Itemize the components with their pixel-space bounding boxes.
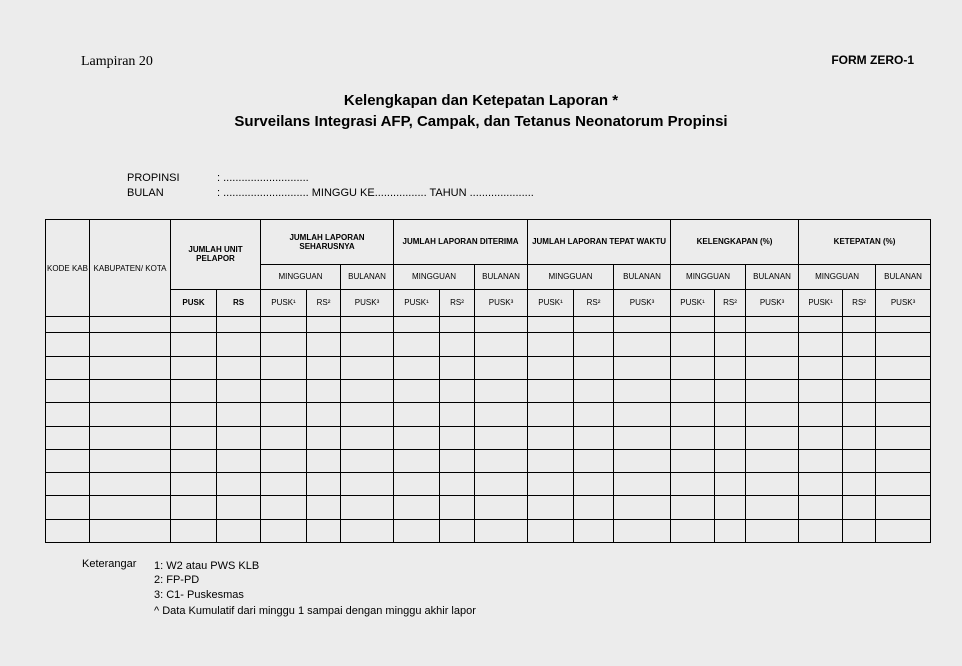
header-seharusnya: JUMLAH LAPORAN SEHARUSNYA xyxy=(261,220,394,265)
table-cell xyxy=(843,403,876,426)
table-cell xyxy=(876,379,931,402)
table-cell xyxy=(171,496,217,519)
header-unit-pelapor: JUMLAH UNIT PELAPOR xyxy=(171,220,261,290)
table-cell xyxy=(574,379,614,402)
seharusnya-pusk: PUSK¹ xyxy=(261,289,307,316)
report-table xyxy=(45,219,931,543)
table-cell xyxy=(46,496,90,519)
table-row xyxy=(46,379,931,402)
table-cell xyxy=(574,426,614,449)
table-cell xyxy=(475,379,528,402)
header-kelengkapan: KELENGKAPAN (%) xyxy=(671,220,799,265)
table-cell xyxy=(171,473,217,496)
header-kode-kab: KODE KAB xyxy=(46,220,90,317)
table-cell xyxy=(217,519,261,542)
kelengkapan-pusk-bulanan: PUSK³ xyxy=(746,289,799,316)
table-cell xyxy=(528,496,574,519)
table-cell xyxy=(799,449,843,472)
table-cell xyxy=(843,519,876,542)
table-cell xyxy=(614,379,671,402)
table-cell xyxy=(307,317,341,333)
table-cell xyxy=(574,403,614,426)
table-cell xyxy=(341,317,394,333)
table-cell xyxy=(746,519,799,542)
diterima-rs: RS² xyxy=(440,289,475,316)
kelengkapan-pusk: PUSK¹ xyxy=(671,289,715,316)
table-cell xyxy=(394,449,440,472)
table-cell xyxy=(171,449,217,472)
table-cell xyxy=(876,473,931,496)
table-row xyxy=(46,333,931,356)
table-cell xyxy=(876,317,931,333)
table-cell xyxy=(440,379,475,402)
table-cell xyxy=(746,426,799,449)
table-cell xyxy=(307,403,341,426)
table-cell xyxy=(261,473,307,496)
bulanan-ketepatan: BULANAN xyxy=(876,264,931,289)
kelengkapan-rs: RS² xyxy=(715,289,746,316)
unit-rs: RS xyxy=(217,289,261,316)
table-cell xyxy=(614,496,671,519)
table-cell xyxy=(394,426,440,449)
ketepatan-pusk: PUSK¹ xyxy=(799,289,843,316)
table-cell xyxy=(843,379,876,402)
table-cell xyxy=(843,317,876,333)
tepat-pusk-bulanan: PUSK³ xyxy=(614,289,671,316)
table-cell xyxy=(90,333,171,356)
mingguan-tepat: MINGGUAN xyxy=(528,264,614,289)
table-cell xyxy=(217,426,261,449)
table-cell xyxy=(528,379,574,402)
table-cell xyxy=(746,317,799,333)
table-cell xyxy=(614,403,671,426)
table-cell xyxy=(90,317,171,333)
table-cell xyxy=(90,519,171,542)
table-cell xyxy=(843,333,876,356)
table-cell xyxy=(574,356,614,379)
table-cell xyxy=(614,473,671,496)
table-cell xyxy=(341,333,394,356)
table-cell xyxy=(799,473,843,496)
table-row xyxy=(46,426,931,449)
table-cell xyxy=(307,519,341,542)
table-cell xyxy=(307,426,341,449)
table-cell xyxy=(574,449,614,472)
table-cell xyxy=(440,426,475,449)
table-cell xyxy=(46,403,90,426)
table-cell xyxy=(261,333,307,356)
table-cell xyxy=(799,317,843,333)
table-cell xyxy=(394,519,440,542)
table-cell xyxy=(171,317,217,333)
table-cell xyxy=(261,379,307,402)
header-ketepatan: KETEPATAN (%) xyxy=(799,220,931,265)
table-cell xyxy=(671,426,715,449)
title-line1: Kelengkapan dan Ketepatan Laporan * xyxy=(343,92,619,109)
table-cell xyxy=(475,519,528,542)
table-cell xyxy=(614,426,671,449)
form-code: FORM ZERO-1 xyxy=(831,53,914,67)
seharusnya-rs: RS² xyxy=(307,289,341,316)
table-cell xyxy=(715,426,746,449)
table-cell xyxy=(261,426,307,449)
lampiran-label: Lampiran 20 xyxy=(81,54,153,69)
table-cell xyxy=(341,356,394,379)
table-cell xyxy=(341,473,394,496)
table-cell xyxy=(217,379,261,402)
table-cell xyxy=(799,426,843,449)
table-cell xyxy=(843,496,876,519)
seharusnya-pusk-bulanan: PUSK³ xyxy=(341,289,394,316)
table-cell xyxy=(528,426,574,449)
table-cell xyxy=(46,426,90,449)
table-cell xyxy=(671,317,715,333)
diterima-pusk: PUSK¹ xyxy=(394,289,440,316)
table-cell xyxy=(440,356,475,379)
table-cell xyxy=(671,519,715,542)
propinsi-label: PROPINSI xyxy=(127,172,180,184)
table-cell xyxy=(528,333,574,356)
table-cell xyxy=(528,317,574,333)
table-cell xyxy=(876,496,931,519)
table-cell xyxy=(475,317,528,333)
table-cell xyxy=(46,519,90,542)
table-cell xyxy=(440,333,475,356)
table-cell xyxy=(90,449,171,472)
table-cell xyxy=(799,379,843,402)
table-cell xyxy=(217,473,261,496)
table-cell xyxy=(528,356,574,379)
table-cell xyxy=(876,333,931,356)
table-cell xyxy=(171,356,217,379)
table-cell xyxy=(876,403,931,426)
table-cell xyxy=(843,426,876,449)
table-cell xyxy=(574,519,614,542)
table-cell xyxy=(307,449,341,472)
table-cell xyxy=(46,317,90,333)
table-cell xyxy=(614,333,671,356)
table-cell xyxy=(746,473,799,496)
table-cell xyxy=(715,403,746,426)
table-cell xyxy=(671,473,715,496)
mingguan-ketepatan: MINGGUAN xyxy=(799,264,876,289)
propinsi-value: : ............................ xyxy=(217,172,309,184)
table-cell xyxy=(671,356,715,379)
table-cell xyxy=(799,333,843,356)
mingguan-seharusnya: MINGGUAN xyxy=(261,264,341,289)
table-cell xyxy=(394,333,440,356)
table-cell xyxy=(528,449,574,472)
table-row xyxy=(46,473,931,496)
table-cell xyxy=(171,426,217,449)
header-tepat-waktu: JUMLAH LAPORAN TEPAT WAKTU xyxy=(528,220,671,265)
mingguan-diterima: MINGGUAN xyxy=(394,264,475,289)
table-cell xyxy=(341,403,394,426)
table-cell xyxy=(475,449,528,472)
bulan-label: BULAN xyxy=(127,187,164,199)
table-cell xyxy=(475,356,528,379)
diterima-pusk-bulanan: PUSK³ xyxy=(475,289,528,316)
table-cell xyxy=(171,379,217,402)
keterangan-label: Keterangar xyxy=(82,558,137,570)
table-cell xyxy=(671,333,715,356)
table-cell xyxy=(307,473,341,496)
table-cell xyxy=(876,356,931,379)
table-cell xyxy=(574,496,614,519)
table-row xyxy=(46,519,931,542)
header-diterima: JUMLAH LAPORAN DITERIMA xyxy=(394,220,528,265)
keterangan-item-2: 2: FP-PD xyxy=(154,574,200,586)
ketepatan-rs: RS² xyxy=(843,289,876,316)
table-cell xyxy=(746,333,799,356)
table-cell xyxy=(261,449,307,472)
bulanan-seharusnya: BULANAN xyxy=(341,264,394,289)
bulanan-diterima: BULANAN xyxy=(475,264,528,289)
table-cell xyxy=(46,379,90,402)
table-cell xyxy=(217,449,261,472)
table-cell xyxy=(217,496,261,519)
table-cell xyxy=(394,473,440,496)
table-cell xyxy=(799,519,843,542)
table-cell xyxy=(217,333,261,356)
table-cell xyxy=(876,519,931,542)
table-cell xyxy=(341,449,394,472)
table-cell xyxy=(715,519,746,542)
table-cell xyxy=(307,379,341,402)
table-cell xyxy=(746,356,799,379)
table-cell xyxy=(715,333,746,356)
table-cell xyxy=(90,403,171,426)
ketepatan-pusk-bulanan: PUSK³ xyxy=(876,289,931,316)
table-cell xyxy=(440,317,475,333)
table-cell xyxy=(394,356,440,379)
mingguan-kelengkapan: MINGGUAN xyxy=(671,264,746,289)
bulanan-kelengkapan: BULANAN xyxy=(746,264,799,289)
table-cell xyxy=(671,496,715,519)
table-body xyxy=(46,317,931,543)
table-row xyxy=(46,449,931,472)
table-cell xyxy=(46,449,90,472)
table-cell xyxy=(261,317,307,333)
table-cell xyxy=(440,496,475,519)
title-line2: Surveilans Integrasi AFP, Campak, dan Tetanus Neonatorum Propinsi xyxy=(234,113,728,130)
table-cell xyxy=(440,449,475,472)
table-cell xyxy=(671,449,715,472)
table-cell xyxy=(574,333,614,356)
table-cell xyxy=(574,473,614,496)
table-cell xyxy=(746,403,799,426)
table-cell xyxy=(671,379,715,402)
table-cell xyxy=(90,356,171,379)
table-cell xyxy=(171,333,217,356)
table-cell xyxy=(475,473,528,496)
unit-pusk: PUSK xyxy=(171,289,217,316)
table-cell xyxy=(46,473,90,496)
table-cell xyxy=(440,473,475,496)
table-cell xyxy=(799,356,843,379)
table-cell xyxy=(341,426,394,449)
table-cell xyxy=(261,519,307,542)
table-cell xyxy=(217,317,261,333)
table-row xyxy=(46,496,931,519)
table-cell xyxy=(307,333,341,356)
table-cell xyxy=(746,379,799,402)
table-cell xyxy=(614,317,671,333)
tepat-rs: RS² xyxy=(574,289,614,316)
table-cell xyxy=(90,496,171,519)
table-cell xyxy=(475,426,528,449)
table-cell xyxy=(843,356,876,379)
table-cell xyxy=(475,333,528,356)
table-row xyxy=(46,403,931,426)
table-cell xyxy=(746,449,799,472)
table-cell xyxy=(46,333,90,356)
table-cell xyxy=(90,379,171,402)
tepat-pusk: PUSK¹ xyxy=(528,289,574,316)
table-cell xyxy=(715,356,746,379)
table-cell xyxy=(715,473,746,496)
table-cell xyxy=(341,519,394,542)
table-cell xyxy=(715,449,746,472)
table-cell xyxy=(394,496,440,519)
table-cell xyxy=(307,496,341,519)
table-cell xyxy=(90,473,171,496)
table-cell xyxy=(614,356,671,379)
table-cell xyxy=(876,426,931,449)
table-cell xyxy=(715,379,746,402)
table-cell xyxy=(307,356,341,379)
table-cell xyxy=(261,496,307,519)
table-row xyxy=(46,356,931,379)
table-cell xyxy=(261,356,307,379)
table-cell xyxy=(528,473,574,496)
bulanan-tepat: BULANAN xyxy=(614,264,671,289)
table-cell xyxy=(440,403,475,426)
table-cell xyxy=(90,426,171,449)
table-cell xyxy=(843,449,876,472)
keterangan-item-4: ^ Data Kumulatif dari minggu 1 sampai dengan minggu akhir lapor xyxy=(154,605,476,617)
table-cell xyxy=(799,496,843,519)
table-cell xyxy=(843,473,876,496)
table-cell xyxy=(217,403,261,426)
table-cell xyxy=(394,317,440,333)
table-cell xyxy=(528,519,574,542)
table-cell xyxy=(528,403,574,426)
table-cell xyxy=(46,356,90,379)
keterangan-item-1: 1: W2 atau PWS KLB xyxy=(154,560,260,572)
bulan-value: : ............................ MINGGU KE................. TAHUN ..................... xyxy=(217,187,534,199)
table-cell xyxy=(671,403,715,426)
table-cell xyxy=(440,519,475,542)
table-cell xyxy=(217,356,261,379)
table-cell xyxy=(171,519,217,542)
table-cell xyxy=(715,496,746,519)
table-cell xyxy=(876,449,931,472)
header-kabupaten: KABUPATEN/ KOTA xyxy=(90,220,171,317)
table-cell xyxy=(341,379,394,402)
keterangan-item-3: 3: C1- Puskesmas xyxy=(154,589,244,601)
table-cell xyxy=(746,496,799,519)
table-cell xyxy=(394,379,440,402)
table-cell xyxy=(475,403,528,426)
table-cell xyxy=(341,496,394,519)
table-cell xyxy=(574,317,614,333)
table-cell xyxy=(715,317,746,333)
table-cell xyxy=(261,403,307,426)
table-cell xyxy=(171,403,217,426)
table-cell xyxy=(394,403,440,426)
table-cell xyxy=(799,403,843,426)
table-row xyxy=(46,317,931,333)
table-cell xyxy=(614,519,671,542)
table-cell xyxy=(614,449,671,472)
table-cell xyxy=(475,496,528,519)
